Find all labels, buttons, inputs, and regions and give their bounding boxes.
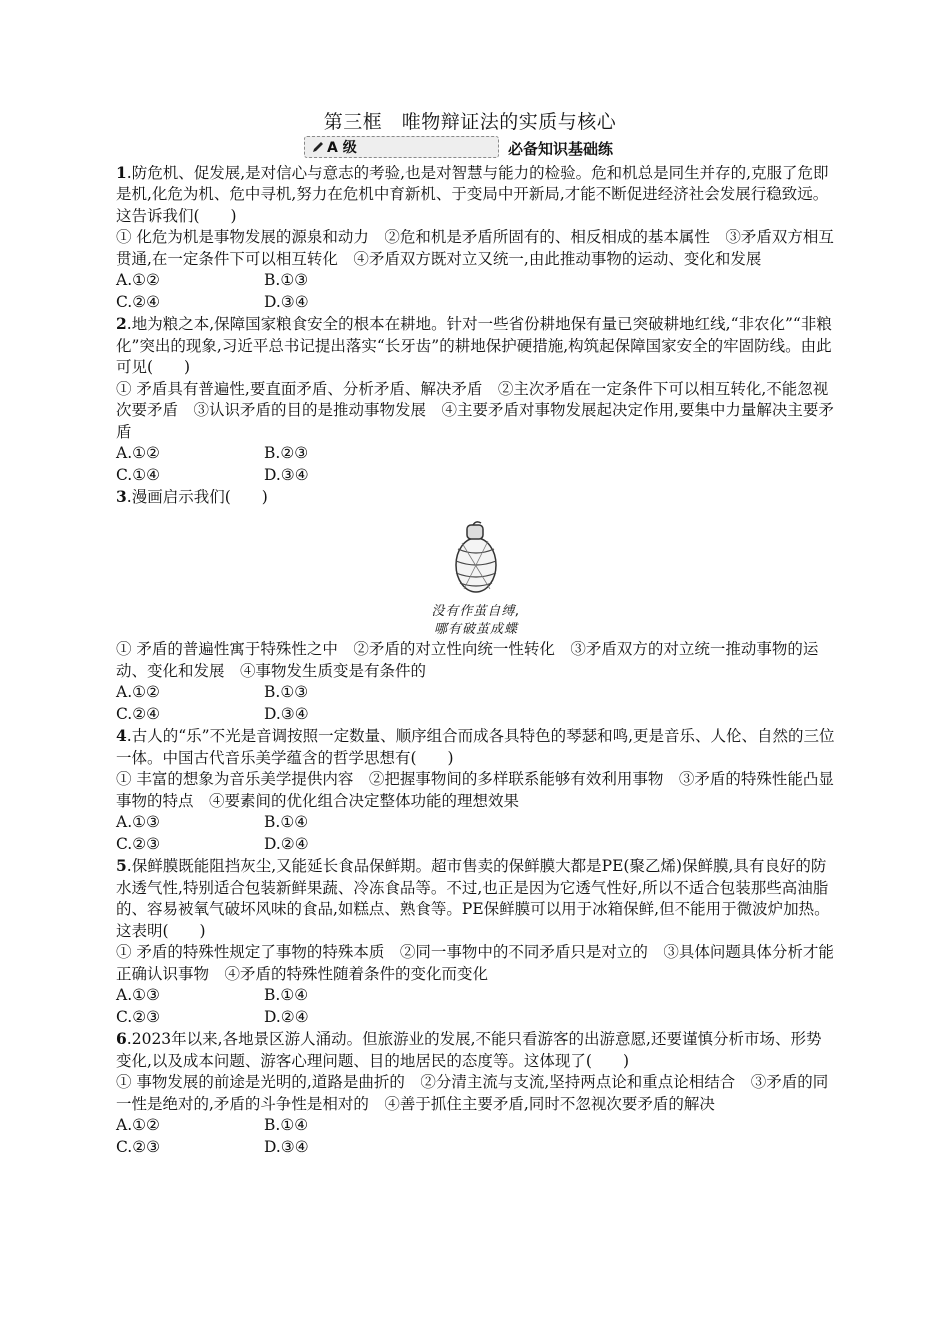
- question-number: 3: [116, 487, 127, 506]
- level-tag: [304, 136, 499, 158]
- answer-options: [116, 682, 836, 725]
- option-a[interactable]: A.①②: [116, 444, 160, 462]
- level-header: [116, 136, 836, 160]
- option-b[interactable]: B.①④: [264, 813, 309, 831]
- option-b[interactable]: B.①④: [264, 986, 309, 1004]
- question-1: [116, 162, 836, 314]
- answer-options: [116, 812, 836, 855]
- question-number: 4: [116, 726, 127, 745]
- question-2: [116, 313, 836, 486]
- option-a[interactable]: A.①③: [116, 986, 160, 1004]
- option-c[interactable]: C.②③: [116, 1007, 161, 1026]
- option-d[interactable]: D.③④: [264, 1137, 309, 1156]
- level-tag-label: A 级: [327, 139, 357, 156]
- option-d[interactable]: D.②④: [264, 1007, 309, 1026]
- question-stem: .保鲜膜既能阻挡灰尘,又能延长食品保鲜期。超市售卖的保鲜膜大都是PE(聚乙烯)保鲜膜,具有良好的防水透气性,特别适合包装新鲜果蔬、冷冻食品等。不过,也正是因为它透气性好,所以不适合包装那些高油脂的、容易被氧气破坏风味的食品,如糕点、熟食等。PE保鲜膜可以用于冰箱保鲜,但不能用于微波炉加热。这表明( ): [116, 857, 830, 940]
- question-statements: ① 事物发展的前途是光明的,道路是曲折的 ②分清主流与支流,坚持两点论和重点论相结合 ③矛盾的同一性是绝对的,矛盾的斗争性是相对的 ④善于抓住主要矛盾,同时不忽视次要矛盾的解决: [116, 1073, 829, 1113]
- answer-options: [116, 1115, 836, 1158]
- question-4: [116, 725, 836, 855]
- option-a[interactable]: A.①③: [116, 813, 160, 831]
- cartoon-caption-line-1: 没有作茧自缚,: [431, 604, 521, 619]
- question-stem: .古人的“乐”不光是音调按照一定数量、顺序组合而成各具特色的琴瑟和鸣,更是音乐、人伦、自然的三位一体。中国古代音乐美学蕴含的哲学思想有( ): [116, 727, 835, 767]
- question-statements: ① 矛盾具有普遍性,要直面矛盾、分析矛盾、解决矛盾 ②主次矛盾在一定条件下可以相互转化,不能忽视次要矛盾 ③认识矛盾的目的是推动事物发展 ④主要矛盾对事物发展起决定作用,要集中力量解决主要矛盾: [116, 379, 834, 441]
- question-number: 1: [116, 162, 127, 182]
- option-a[interactable]: A.①②: [116, 271, 160, 289]
- question-number: 2: [116, 314, 127, 333]
- level-subtitle: 必备知识基础练: [508, 139, 614, 158]
- answer-options: [116, 270, 836, 313]
- option-c[interactable]: C.②④: [116, 704, 161, 723]
- question-5: [116, 855, 836, 1028]
- question-statements: ① 化危为机是事物发展的源泉和动力 ②危和机是矛盾所固有的、相反相成的基本属性 ③矛盾双方相互贯通,在一定条件下可以相互转化 ④矛盾双方既对立又统一,由此推动事物的运动、变化和发展: [116, 228, 834, 268]
- option-d[interactable]: D.②④: [264, 834, 309, 853]
- question-stem: .地为粮之本,保障国家粮食安全的根本在耕地。针对一些省份耕地保有量已突破耕地红线,“非农化”“非粮化”突出的现象,习近平总书记提出落实“长牙齿”的耕地保护硬措施,构筑起保障国家安全的牢固防线。由此可见( ): [116, 315, 832, 376]
- question-statements: ① 丰富的想象为音乐美学提供内容 ②把握事物间的多样联系能够有效利用事物 ③矛盾的特殊性能凸显事物的特点 ④要素间的优化组合决定整体功能的理想效果: [116, 770, 834, 810]
- question-3: [116, 486, 836, 725]
- option-a[interactable]: A.①②: [116, 1116, 160, 1134]
- option-a[interactable]: A.①②: [116, 683, 160, 701]
- option-b[interactable]: B.①③: [264, 271, 309, 289]
- option-b[interactable]: B.①③: [264, 683, 309, 701]
- worksheet: [116, 112, 836, 1158]
- option-d[interactable]: D.③④: [264, 292, 309, 311]
- question-stem: .防危机、促发展,是对信心与意志的考验,也是对智慧与能力的检验。危和机总是同生并存的,克服了危即是机,化危为机、危中寻机,努力在危机中育新机、于变局中开新局,才能不断促进经济社会发展行稳致远。这告诉我们( ): [116, 163, 829, 225]
- question-stem: .漫画启示我们( ): [126, 488, 268, 506]
- option-c[interactable]: C.②③: [116, 834, 161, 853]
- question-6: [116, 1028, 836, 1158]
- option-d[interactable]: D.③④: [264, 704, 309, 723]
- option-b[interactable]: B.①④: [264, 1116, 309, 1134]
- option-b[interactable]: B.②③: [264, 444, 309, 462]
- question-statements: ① 矛盾的普遍性寓于特殊性之中 ②矛盾的对立性向统一性转化 ③矛盾双方的对立统一推动事物的运动、变化和发展 ④事物发生质变是有条件的: [116, 640, 819, 680]
- question-stem: .2023年以来,各地景区游人涌动。但旅游业的发展,不能只看游客的出游意愿,还要谨慎分析市场、形势变化,以及成本问题、游客心理问题、目的地居民的态度等。这体现了( ): [116, 1030, 822, 1070]
- pencil-icon: [311, 140, 325, 154]
- answer-options: [116, 443, 836, 486]
- option-c[interactable]: C.②④: [116, 292, 161, 311]
- option-c[interactable]: C.②③: [116, 1137, 161, 1156]
- question-number: 6: [116, 1029, 127, 1048]
- option-c[interactable]: C.①④: [116, 465, 161, 484]
- cartoon: [396, 519, 556, 640]
- page-title: 第三框 唯物辩证法的实质与核心: [323, 111, 617, 133]
- question-number: 5: [116, 856, 127, 875]
- question-statements: ① 矛盾的特殊性规定了事物的特殊本质 ②同一事物中的不同矛盾只是对立的 ③具体问题具体分析才能正确认识事物 ④矛盾的特殊性随着条件的变化而变化: [116, 943, 834, 983]
- cartoon-caption-line-2: 哪有破茧成蝶: [433, 622, 518, 637]
- option-d[interactable]: D.③④: [264, 465, 309, 484]
- answer-options: [116, 985, 836, 1028]
- cocoon-illustration: [448, 519, 504, 597]
